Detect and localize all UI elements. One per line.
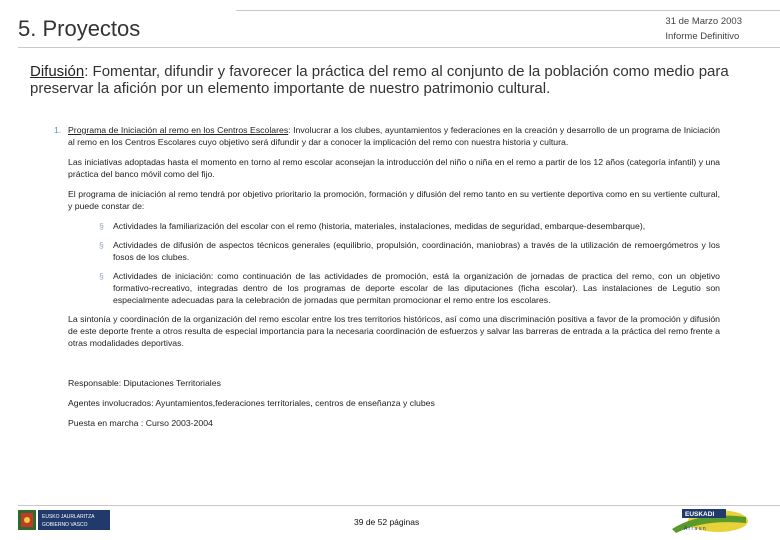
paragraph-initiatives: Las iniciativas adoptadas hasta el momento en torno al remo escolar aconsejan la introducción del niño o niña en el remo a partir de los 12 años (categoría infantil) y una práctica del banco móvil como del fijo. <box>68 157 720 179</box>
bullet-icon: § <box>99 221 104 231</box>
main-content <box>54 124 720 429</box>
start-date-line: Puesta en marcha : Curso 2003-2004 <box>68 418 213 428</box>
list-item <box>99 270 720 306</box>
intro-text: : Fomentar, difundir y favorecer la práctica del remo al conjunto de la población como medio para preservar la afición por un elemento importante de nuestro patrimonio cultural. <box>30 63 729 97</box>
spacer <box>54 349 720 369</box>
header-top-rule <box>236 10 780 11</box>
program-item <box>54 124 720 148</box>
euskadi-arraun-logo <box>670 507 748 535</box>
paragraph-objective: El programa de iniciación al remo tendrá por objetivo prioritario la promoción, formación y difusión del remo tanto en su vertiente deportiva como en su vertiente cultural, y puede constar de: <box>68 189 720 211</box>
paragraph-coordination: La sintonía y coordinación de la organización del remo escolar entre los tres territorios históricos, así como una discriminación positiva a favor de la promoción y difusión de este deporte frente a otros resulta de especial importancia para la necesaria coordinación de esfuerzos y salvar las barreras de entrada a la práctica del remo frente a otras modalidades deportivas. <box>68 314 720 348</box>
logo-wordmark: EUSKADI <box>685 511 715 518</box>
logo-line-2: GOBIERNO VASCO <box>42 522 88 528</box>
list-item <box>99 220 720 232</box>
bullet-icon: § <box>99 271 104 281</box>
item-number: 1. <box>54 125 62 135</box>
gobierno-vasco-logo <box>18 509 110 531</box>
program-text: : Involucrar a los clubes, ayuntamientos y federaciones en la creación y desarrollo de un programa de Iniciación al remo en los Centros Escolares cuyo objetivo será difundir y dar a conocer la implicación del remo con nuestra historia y cultura. <box>68 125 720 147</box>
header-bottom-rule <box>18 47 780 48</box>
header-meta <box>665 14 742 44</box>
program-title: Programa de Iniciación al remo en los Centros Escolares <box>68 125 289 135</box>
agents-line: Agentes involucrados: Ayuntamientos,federaciones territoriales, centros de enseñanza y clubes <box>68 398 435 408</box>
list-item <box>99 239 720 263</box>
report-type: Informe Definitivo <box>665 31 740 42</box>
logo-subtext: A r r a u n <box>684 526 706 532</box>
bullet-icon: § <box>99 240 104 250</box>
section-title: 5. Proyectos <box>18 16 141 41</box>
logo-line-1: EUSKO JAURLARITZA <box>42 514 95 520</box>
footer-rule <box>18 505 780 506</box>
intro-keyword: Difusión <box>30 63 85 80</box>
activities-list <box>54 220 720 306</box>
report-date: 31 de Marzo 2003 <box>665 16 742 27</box>
intro-paragraph <box>30 63 735 97</box>
list-item-text: Actividades de difusión de aspectos técnicos generales (equilibrio, propulsión, coordinación, maniobras) a través de la utilización de remoergómetros y los fosos de los clubes. <box>113 240 720 262</box>
page-number: 39 de 52 páginas <box>354 517 420 527</box>
list-item-text: Actividades la familiarización del escolar con el remo (historia, materiales, instalaciones, medidas de seguridad, embarque-desembarque), <box>113 221 646 231</box>
list-item-text: Actividades de iniciación: como continuación de las actividades de promoción, está la organización de jornadas de practica del remo, con un objetivo formativo-recreativo, integradas dentro de los programas de deporte escolar de las diputaciones (ficha escolar). Las instalaciones de Legutio son especialmente adecuadas para la celebración de jornadas que permitan promocionar el remo entre los escolares. <box>113 271 720 305</box>
shield-emblem <box>24 517 30 523</box>
responsible-line: Responsable: Diputaciones Territoriales <box>68 378 221 388</box>
